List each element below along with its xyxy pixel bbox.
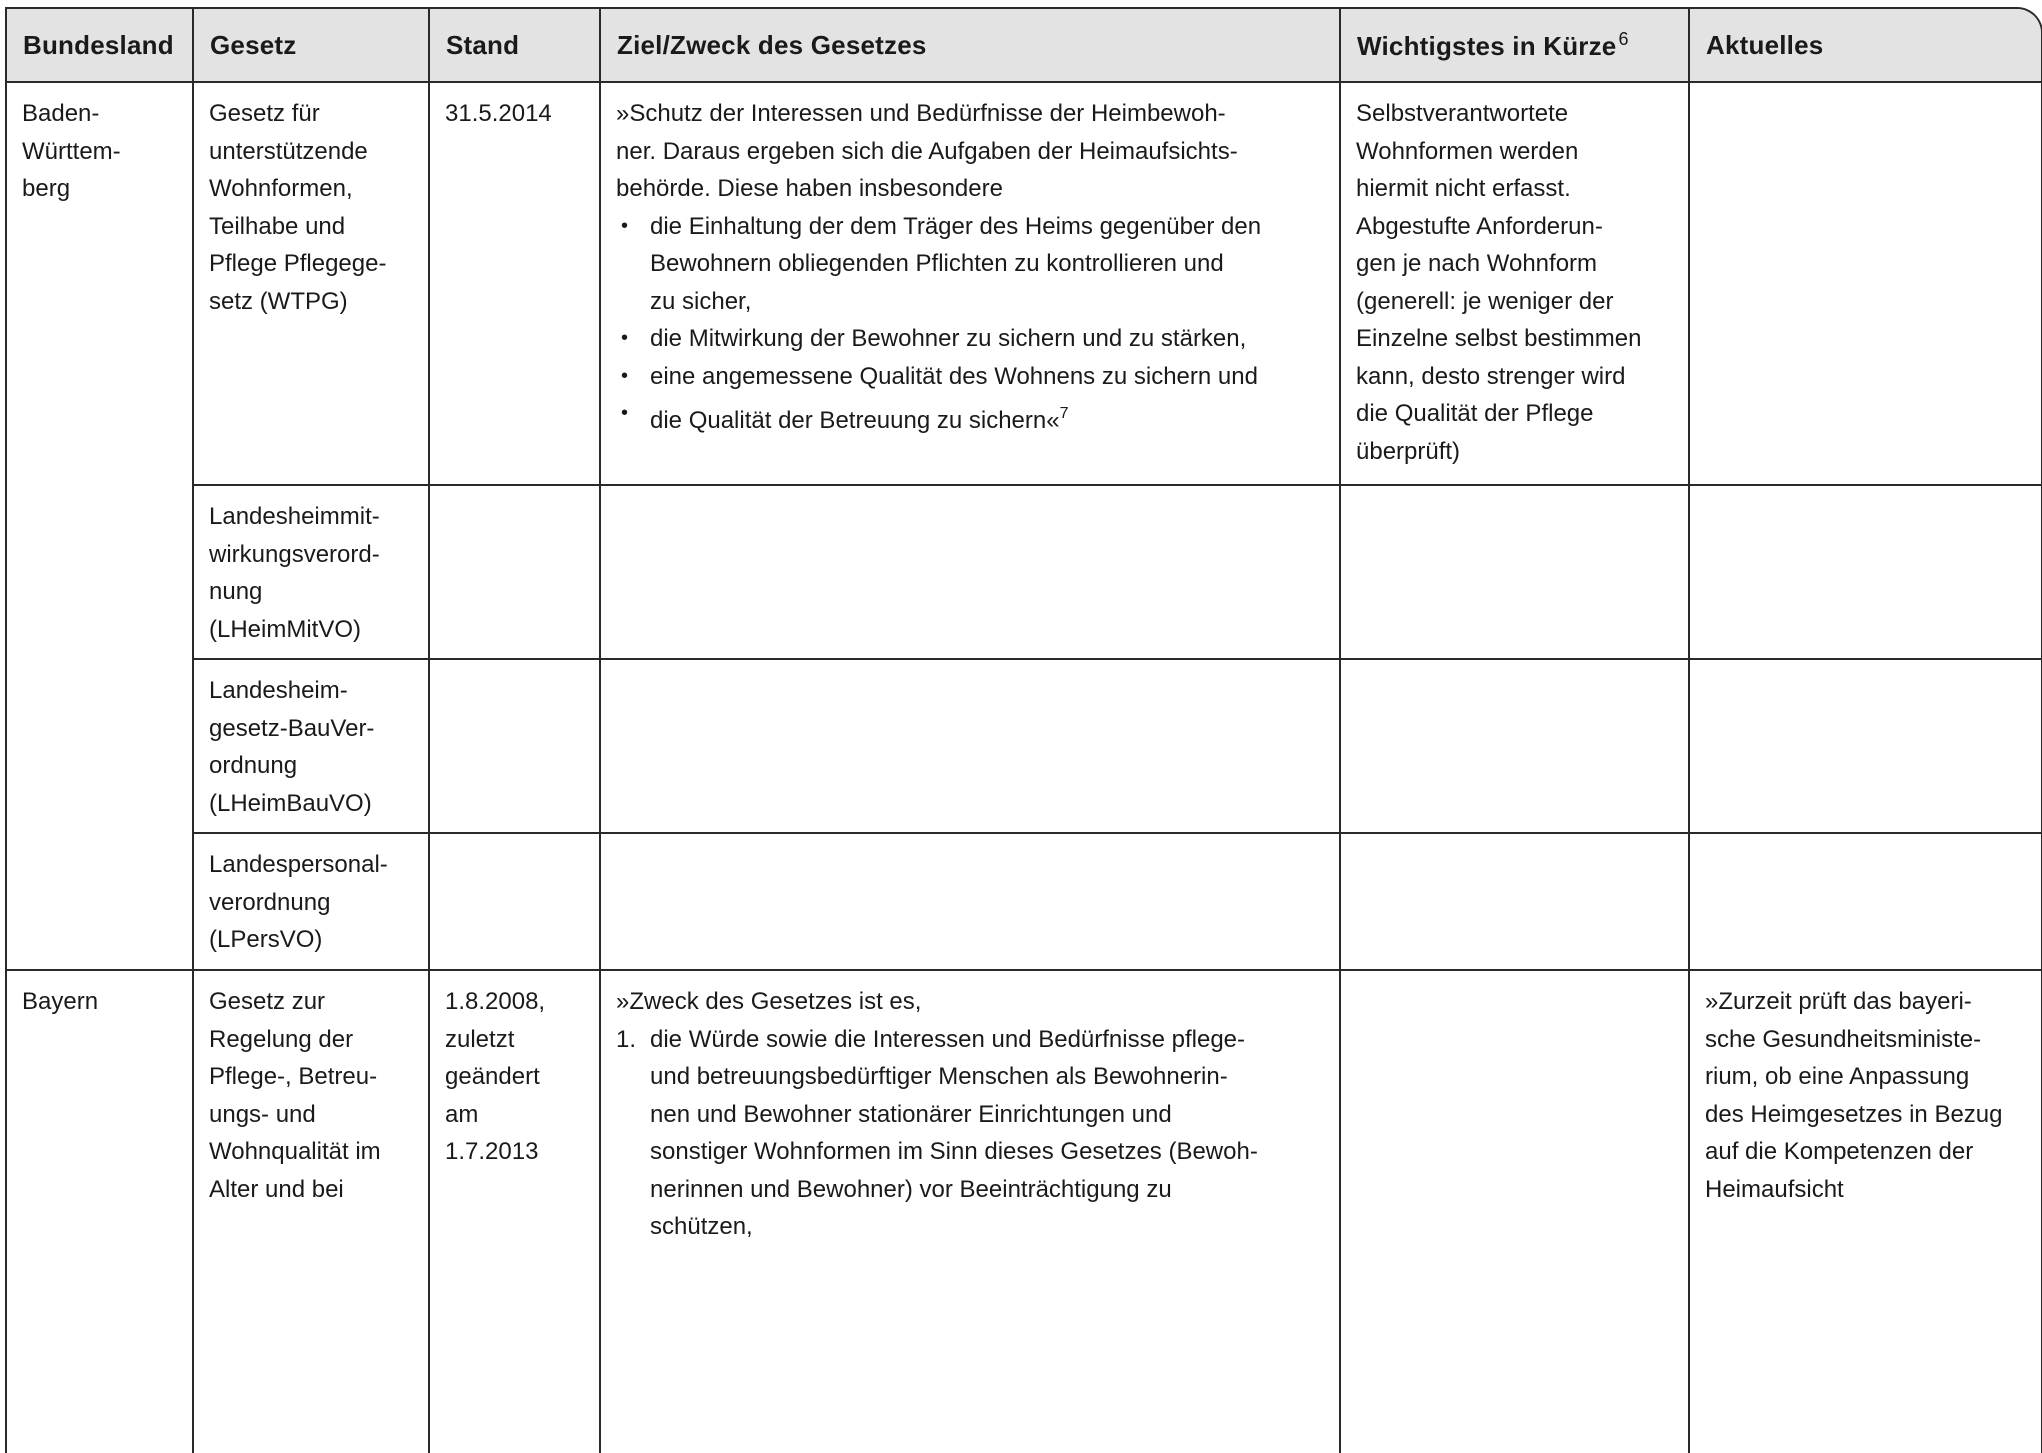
cell-stand (429, 833, 600, 970)
bundesland-text: Bayern (22, 988, 99, 1015)
table-row (7, 485, 2042, 659)
aktuelles-text: »Zurzeit prüft das bayeri- sche Gesundheitsministe- rium, ob eine Anpassung des Heimgesetzes in Bezug auf die Kompetenzen der Heimaufsicht (1705, 988, 2003, 1203)
gesetz-text: Landesheimmit- wirkungsverord- nung (LHeimMitVO) (209, 503, 380, 643)
cell-gesetz (193, 833, 429, 970)
header-bundesland: Bundesland (7, 9, 193, 82)
cell-aktuelles (1689, 970, 2042, 1453)
header-wichtigstes (1340, 9, 1689, 82)
header-aktuelles: Aktuelles (1689, 9, 2042, 82)
footnote-marker: 7 (1059, 405, 1069, 422)
table-row (7, 82, 2042, 485)
cell-bundesland (7, 970, 193, 1453)
cell-gesetz (193, 970, 429, 1453)
cell-ziel (600, 485, 1340, 659)
gesetz-text: Landespersonal- verordnung (LPersVO) (209, 851, 388, 953)
bundesland-text: Baden- Württem- berg (22, 100, 121, 202)
list-item: • die Mitwirkung der Bewohner zu sichern und zu stärken, (616, 320, 1327, 358)
cell-aktuelles (1689, 82, 2042, 485)
header-row (7, 9, 2042, 82)
table-row (7, 659, 2042, 833)
cell-wichtigstes (1340, 82, 1689, 485)
table-row (7, 970, 2042, 1453)
cell-aktuelles (1689, 485, 2042, 659)
list-item: • eine angemessene Qualität des Wohnens zu sichern und (616, 358, 1327, 396)
list-item: • die Einhaltung der dem Träger des Heims gegenüber den Bewohnern obliegenden Pflichten zu kontrollieren und zu sicher, (616, 208, 1327, 321)
gesetz-text: Gesetz zur Regelung der Pflege-, Betreu- ungs- und Wohnqualität im Alter und bei (209, 988, 381, 1203)
list-item-text: die Würde sowie die Interessen und Bedürfnisse pflege- und betreuungsbedürftiger Menschen als Bewohnerin- nen und Bewohner stationärer Einrichtungen und sonstiger Wohnformen im Sinn dieses Gesetzes (Bewoh- nerinnen und Bewohner) vor Beeinträchtigung zu schützen, (650, 1025, 1258, 1240)
cell-ziel (600, 659, 1340, 833)
cell-gesetz (193, 485, 429, 659)
cell-stand (429, 82, 600, 485)
ziel-intro-text: »Schutz der Interessen und Bedürfnisse der Heimbewoh- ner. Daraus ergeben sich die Aufgaben der Heimaufsichts- behörde. Diese haben insbesondere (616, 100, 1238, 202)
header-ziel: Ziel/Zweck des Gesetzes (600, 9, 1340, 82)
cell-stand (429, 485, 600, 659)
law-table-frame (5, 7, 2042, 1453)
cell-wichtigstes (1340, 659, 1689, 833)
gesetz-text: Gesetz für unterstützende Wohnformen, Teilhabe und Pflege Pflegege- setz (WTPG) (209, 100, 387, 315)
cell-stand (429, 659, 600, 833)
cell-aktuelles (1689, 659, 2042, 833)
cell-wichtigstes (1340, 833, 1689, 970)
ziel-bullet-list (616, 208, 1327, 440)
cell-wichtigstes (1340, 970, 1689, 1453)
stand-text: 1.8.2008, zuletzt geändert am 1.7.2013 (445, 988, 546, 1165)
wichtigstes-text: Selbstverantwortete Wohnformen werden hiermit nicht erfasst. Abgestufte Anforderun- gen je nach Wohnform (generell: je weniger der Einzelne selbst bestimmen kann, desto strenger wird die Qualität der Pflege überprüft) (1356, 100, 1642, 465)
footnote-marker: 6 (1618, 28, 1629, 49)
cell-gesetz (193, 82, 429, 485)
header-wichtigstes-label: Wichtigstes in Kürze (1357, 30, 1617, 61)
list-item-text: die Qualität der Betreuung zu sichern« (650, 407, 1060, 434)
list-item-number: 1. (616, 1025, 637, 1053)
cell-gesetz (193, 659, 429, 833)
list-item (616, 395, 1327, 440)
law-overview-table (7, 9, 2042, 1453)
cell-ziel (600, 833, 1340, 970)
table-header (7, 9, 2042, 82)
ziel-numbered-list (616, 1021, 1327, 1246)
header-gesetz: Gesetz (193, 9, 429, 82)
cell-ziel (600, 82, 1340, 485)
cell-ziel (600, 970, 1340, 1453)
table-row (7, 833, 2042, 970)
cell-aktuelles (1689, 833, 2042, 970)
stand-text: 31.5.2014 (445, 100, 552, 127)
list-item (616, 1021, 1327, 1246)
ziel-intro-text: »Zweck des Gesetzes ist es, (616, 988, 922, 1015)
cell-wichtigstes (1340, 485, 1689, 659)
header-stand: Stand (429, 9, 600, 82)
cell-stand (429, 970, 600, 1453)
cell-bundesland (7, 82, 193, 970)
gesetz-text: Landesheim- gesetz-BauVer- ordnung (LHeimBauVO) (209, 677, 375, 817)
